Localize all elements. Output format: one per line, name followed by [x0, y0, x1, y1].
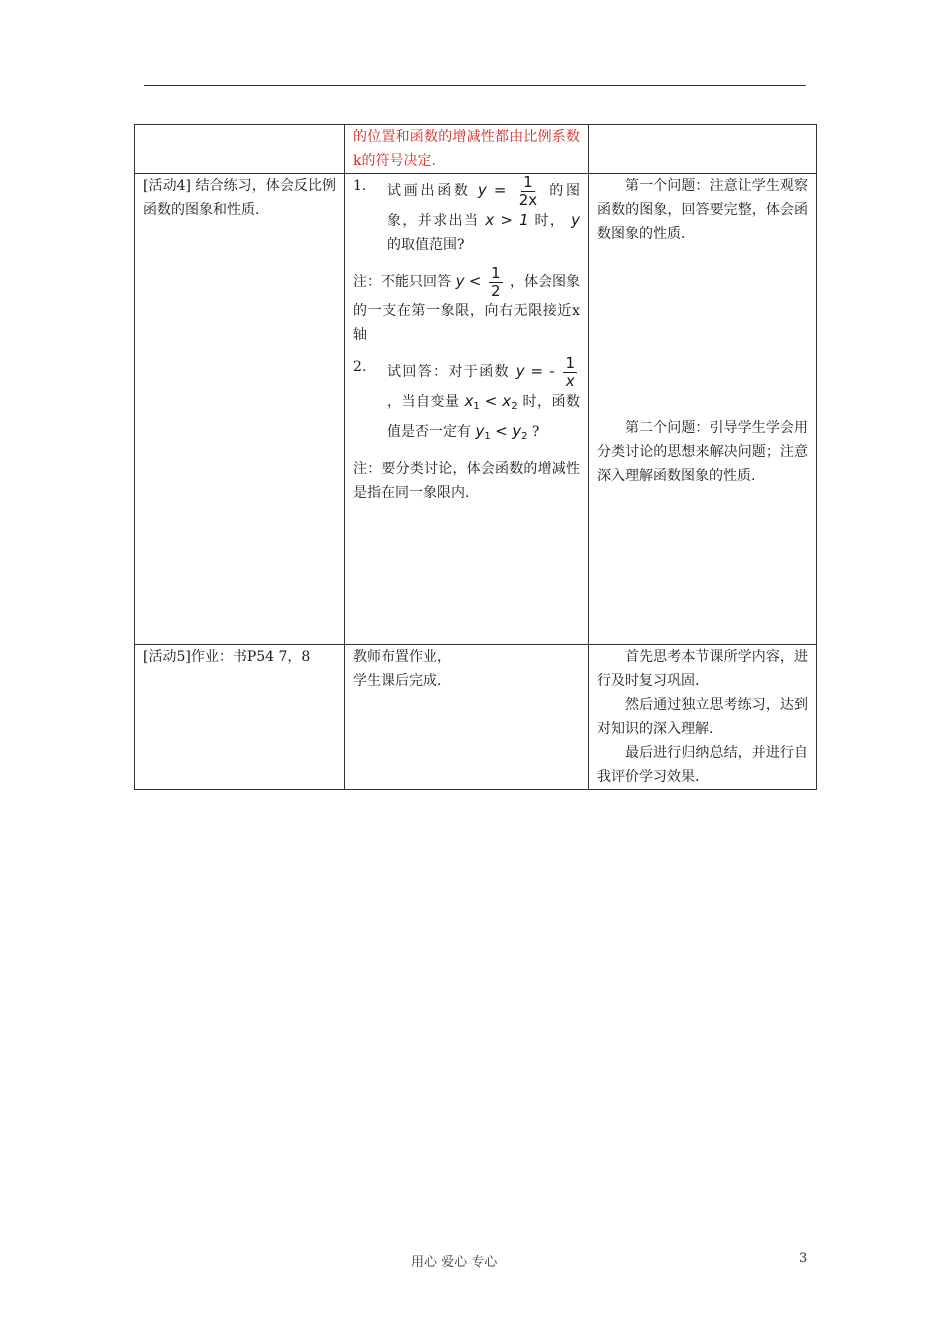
note-2: 注：要分类讨论，体会函数的增减性是指在同一象限内. [353, 461, 580, 501]
summary-1: 首先思考本节课所学内容，进行及时复习巩固. [597, 649, 808, 689]
table-cell [135, 645, 345, 790]
table-cell [345, 174, 589, 645]
student-line: 学生课后完成. [353, 673, 442, 689]
table-cell [589, 125, 817, 174]
table-cell [135, 174, 345, 645]
table-cell [135, 125, 345, 174]
exercise-1: 1. 试画出函数 y = $\frac{1}{2x}$ 的图象，并求出当 x > 1 时， y 的取值范围? [353, 173, 581, 253]
summary-3: 最后进行归纳总结，并进行自我评价学习效果. [597, 745, 808, 785]
fraction: $\frac{1}{2}$ [490, 264, 501, 300]
lesson-table [134, 124, 817, 790]
note-1: 注：不能只回答 y < $\frac{1}{2}$ ，体会图象的一支在第一象限，向右无限接近x轴 [353, 264, 581, 343]
page-number: 3 [799, 1251, 808, 1266]
exercise-2: 2. 试回答：对于函数 y = - $\frac{1}{x}$ ，当自变量 $x_1 < x_2$ 时，函数值是否一定有 $y_1 < y_2$ ? [353, 354, 581, 442]
guidance-2: 第二个问题：引导学生学会用分类讨论的思想来解决问题；注意深入理解函数图象的性质. [597, 420, 808, 484]
table-row [135, 125, 817, 174]
exercise-number: 1. [353, 178, 367, 194]
guidance-1: 第一个问题：注意让学生观察函数的图象，回答要完整，体会函数图象的性质. [597, 178, 808, 242]
table-cell [345, 125, 589, 174]
summary-2: 然后通过独立思考练习，达到对知识的深入理解. [597, 697, 808, 737]
table-cell [589, 645, 817, 790]
activity-4-text: [活动4] 结合练习，体会反比例函数的图象和性质. [143, 178, 336, 218]
header-rule [144, 85, 806, 86]
table-cell [345, 645, 589, 790]
fraction: $\frac{1}{x}$ [565, 354, 576, 390]
table-row [135, 645, 817, 790]
table-cell [589, 174, 817, 645]
teacher-line: 教师布置作业， [353, 649, 451, 665]
table-row [135, 174, 817, 645]
activity-5-text: [活动5]作业：书P54 7，8 [143, 649, 311, 665]
fraction: $\frac{1}{2x}$ [518, 173, 538, 209]
red-note-text: 的位置和函数的增减性都由比例系数k的符号决定. [353, 129, 580, 169]
exercise-number: 2. [353, 359, 367, 375]
footer-slogan: 用心 爱心 专心 [411, 1255, 498, 1270]
